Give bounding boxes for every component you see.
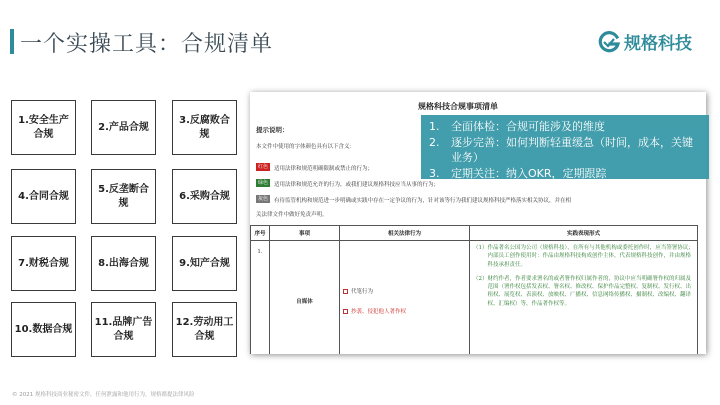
document-intro: 本文件中使用的字体颜色具有以下含义： (256, 144, 356, 150)
compliance-table (250, 225, 698, 354)
practice-item: （2） 财约作者，作者要求署名的或者署作权归属作者的，协议中应当明确署作权的归属及范围（署作权包括发表权、署名权、修改权、保护作品完整权、复制权、发行权、出租权、展览权、表演权、放映权、广播权、信息网络传播权、摄制权、改编权、翻译权、汇编权）等，作品著作权等。 (473, 275, 692, 307)
footer-copyright: © 2021 规格科技商业秘密文件，任何泄露和他用行为，规格都提法律风险 (12, 392, 195, 398)
compliance-item: 2.产品合规 (91, 100, 156, 155)
table-row (251, 241, 698, 355)
document-title: 规格科技合规事项清单 (418, 101, 498, 111)
table-header: 相关法律行为 (340, 226, 470, 241)
row-behaviors (340, 241, 470, 355)
compliance-item: 6.采购合规 (172, 169, 237, 224)
behavior-item: 代笔行为 (343, 287, 466, 295)
compliance-item: 11.品牌广告合规 (91, 302, 156, 357)
legend-gray-text: 有待监管机构和规范进一步明确或实践中存在一定争议的行为，针对该等行为我们建议规格科技严格落实相关协议，并在相 (274, 198, 572, 204)
page-title: 一个实操工具：合规清单 (20, 32, 274, 57)
row-practice (470, 241, 698, 355)
legend-red-text: 适用法律和规范明确限制或禁止的行为； (274, 166, 374, 172)
callout-item: 1. 全面体检：合规可能涉及的维度 (429, 120, 605, 133)
compliance-item: 3.反腐败合规 (172, 100, 237, 155)
compliance-item: 8.出海合规 (91, 236, 156, 291)
behavior-item: 抄袭、侵犯他人著作权 (343, 307, 466, 315)
legend-green-text: 适用法律和规范允许的行为，或我们建议规格科技应当从事的行为； (274, 182, 440, 188)
title-accent-bar (10, 29, 14, 54)
table-header: 实践表现形式 (470, 226, 698, 241)
compliance-item: 10.数据合规 (11, 302, 76, 357)
compliance-item: 1.安全生产合规 (11, 100, 76, 155)
checkbox-icon (343, 309, 348, 314)
compliance-item: 12.劳动用工合规 (172, 302, 237, 357)
legend-gray-text-cont: 关法律文件中做好免责声明。 (256, 212, 328, 218)
compliance-item: 5.反垄断合规 (91, 169, 156, 224)
checkbox-icon (343, 289, 348, 294)
practice-item: （1） 作品著名公国为公司（规格科技），在所有与其他机构或委托创作时，应当签署协议；内部员工创作使用时：作品由规格科技构成创作主体，代表规格科技创作，并由规格科技承担责任。 (473, 245, 694, 268)
logo-g-icon (598, 31, 620, 53)
callout-item: 2. 逐步完善：如何判断轻重缓急（时间，成本，关键业务） (429, 135, 693, 165)
brand-logo (598, 29, 692, 54)
compliance-item: 4.合同合规 (11, 169, 76, 224)
row-item: 自媒体 (270, 241, 340, 355)
legend-green-tag: 绿色 (257, 180, 268, 186)
row-index: 1. (251, 241, 270, 355)
legend-gray-tag: 灰色 (257, 196, 268, 202)
compliance-item: 9.知产合规 (172, 236, 237, 291)
legend-red-tag: 红色 (257, 164, 268, 170)
table-header: 序号 (251, 226, 270, 241)
table-header: 事项 (270, 226, 340, 241)
document-hint-label: 提示说明： (256, 126, 289, 134)
logo-text: 规格科技 (624, 34, 692, 54)
key-points-callout (421, 115, 709, 179)
callout-item: 3. 定期关注：纳入OKR，定期跟踪 (429, 166, 607, 180)
compliance-item: 7.财税合规 (11, 236, 76, 291)
